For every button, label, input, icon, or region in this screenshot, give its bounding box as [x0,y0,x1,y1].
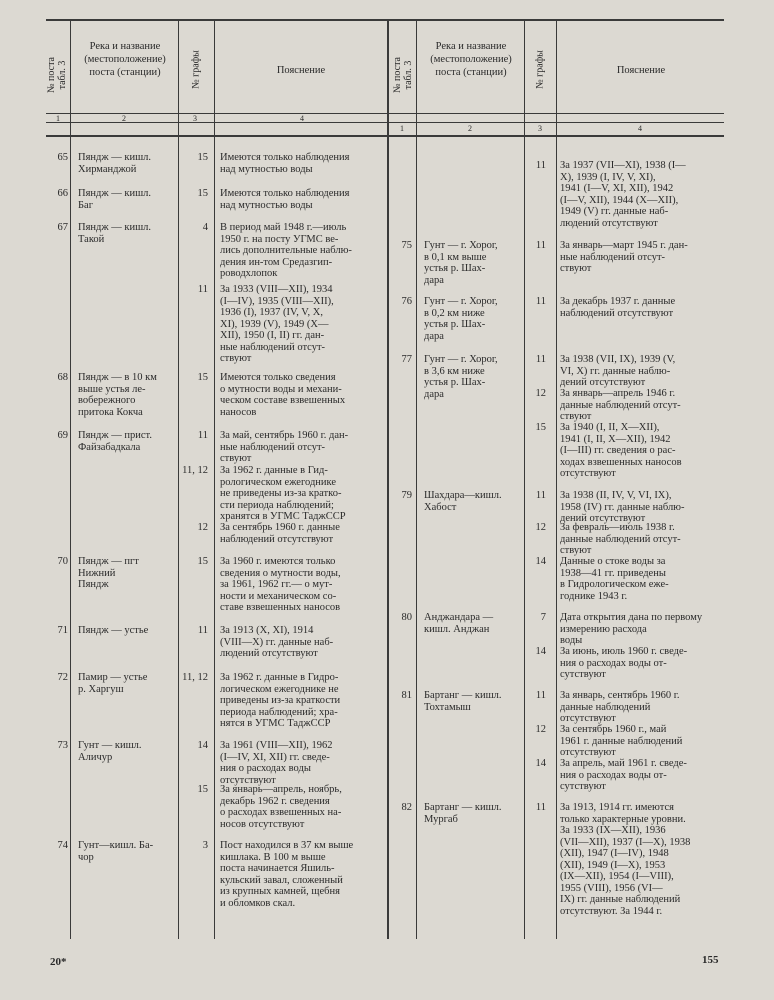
explanation-text: За 1933 (VIII—XII), 1934 (I—IV), 1935 (VIII—XII), 1936 (I), 1937 (IV, V, X, XI), 1939 (V), 1949 (X— XII), 1950 (I, II) гг. дан- ные наблюдений отсут- ствуют [220,284,334,364]
explanation-text: За 1937 (VII—XI), 1938 (I— X), 1939 (I, IV, V, XI), 1941 (I—V, XI, XII), 1942 (I—V, XII), 1944 (X—XII), 1949 (V) гг. данные наб- людений отсутствуют [560,160,686,229]
vrule-5 [416,21,417,939]
header-num: 2 [122,114,126,123]
header-num: 3 [193,114,197,123]
column-number: 7 [540,612,546,623]
explanation-text: Данные о стоке воды за 1938—41 гг. приведены в Гидрологическом еже- годнике 1943 г. [560,556,669,602]
post-number: 66 [57,188,68,199]
station-name: Пяндж — кишл. Такой [78,222,152,245]
post-number: 79 [401,490,412,501]
station-name: Бартанг — кишл. Мургаб [424,802,502,825]
header-num: 2 [468,124,472,133]
station-name: Пяндж — кишл. Баг [78,188,152,211]
column-number: 11 [535,240,546,251]
header-num: 4 [638,124,642,133]
vrule-mid [387,21,389,939]
explanation-text: За январь—апрель 1946 г. данные наблюдений отсут- ствуют [560,388,681,422]
header-num: 3 [538,124,542,133]
station-name: Бартанг — кишл. Тохтамыш [424,690,502,713]
explanation-text: За 1938 (II, IV, V, VI, IX), 1958 (IV) гг. данные наблю- дений отсутствуют [560,490,685,524]
column-number: 12 [535,388,546,399]
vrule-7 [556,21,557,939]
explanation-text: Имеются только наблюдения над мутностью воды [220,188,350,211]
column-number: 14 [197,740,208,751]
header-num-rule [46,122,724,123]
column-number: 11 [197,430,208,441]
explanation-text: Дата открытия дана по первому измерению расхода воды [560,612,703,646]
column-number: 11 [535,160,546,171]
column-number: 15 [197,152,208,163]
column-number: 12 [535,522,546,533]
header-num: 1 [400,124,404,133]
station-name: Памир — устье р. Харгуш [78,672,148,695]
explanation-text: За январь—март 1945 г. дан- ные наблюдений отсут- ствуют [560,240,688,274]
station-name: Шахдара—кишл. Хабост [424,490,502,513]
column-number: 11 [535,802,546,813]
header-rule [46,113,724,114]
column-number: 15 [197,372,208,383]
explanation-text: За декабрь 1937 г. данные наблюдений отсутствуют [560,296,676,319]
column-number: 11 [535,296,546,307]
column-number: 12 [535,724,546,735]
header-bottom-rule [46,135,724,137]
explanation-text: В период май 1948 г.—июль 1950 г. на посту УГМС ве- лись дополнительные наблю- дения ин-том Средазгип- роводхлопок [220,222,352,279]
post-number: 77 [401,354,412,365]
explanation-text: За 1961 (VIII—XII), 1962 (I—IV, XI, XII) гг. сведе- ния о расходах воды отсутствуют [220,740,333,786]
header-col1: № поста табл. 3 [46,57,68,94]
header-col4-right: Пояснение [616,65,666,76]
explanation-text: За 1960 г. имеются только сведения о мутности воды, за 1961, 1962 гг.— о мут- ности и механическом со- ставе взвешенных наносов [220,556,341,613]
post-number: 65 [57,152,68,163]
post-number: 69 [57,430,68,441]
column-number: 11, 12 [182,672,208,683]
column-number: 15 [197,188,208,199]
station-name: Гунт — г. Хорог, в 0,2 км ниже устья р. Шах- дара [424,296,498,342]
header-col2: Река и название (местоположение) поста (станции) [84,41,166,78]
explanation-text: За 1940 (I, II, X—XII), 1941 (I, II, X—XII), 1942 (I—III) гг. сведения о рас- ходах взвешенных наносов отсутствуют [560,422,682,479]
explanation-text: За 1938 (VII, IX), 1939 (V, VI, X) гг. данные наблю- дений отсутствуют [560,354,676,388]
explanation-text: За 1913, 1914 гг. имеются только характерные уровни. За 1933 (IX—XII), 1936 (VII—XII), 1937 (I—X), 1938 (XII), 1947 (I—IV), 1948 (XII), 1949 (I—X), 1953 (IX—XII), 1954 (I—VIII), 1955 (VIII), 1956 (VI— IX) гг. данные наблюдений отсутствуют. За 1944 г. [560,802,691,917]
vrule-6 [524,21,525,939]
header-col4: Пояснение [276,65,326,76]
vrule-2 [178,21,179,939]
column-number: 12 [197,522,208,533]
column-number: 11 [535,354,546,365]
explanation-text: За январь, сентябрь 1960 г. данные наблюдений отсутствуют [560,690,680,724]
header-col3-right: № графы [534,50,546,89]
station-name: Гунт — кишл. Аличур [78,740,142,763]
explanation-text: За сентябрь 1960 г. данные наблюдений отсутствуют [220,522,340,545]
station-name: Гунт — г. Хорог, в 0,1 км выше устья р. Шах- дара [424,240,498,286]
column-number: 4 [202,222,208,233]
column-number: 15 [535,422,546,433]
footer-left: 20* [50,956,67,968]
post-number: 80 [401,612,412,623]
post-number: 82 [401,802,412,813]
station-name: Анджандара — кишл. Анджан [424,612,494,635]
post-number: 74 [57,840,68,851]
column-number: 15 [197,784,208,795]
post-number: 75 [401,240,412,251]
explanation-text: За сентябрь 1960 г., май 1961 г. данные наблюдений отсутствуют [560,724,683,758]
explanation-text: За 1913 (X, XI), 1914 (VIII—X) гг. данные наб- людений отсутствуют [220,625,334,659]
explanation-text: За 1962 г. данные в Гид- рологическом ежегоднике не приведены из-за кратко- сти периода наблюдений; хранятся в УГМС ТаджССР [220,465,346,522]
vrule-1 [70,21,71,939]
vrule-3 [214,21,215,939]
station-name: Гунт — г. Хорог, в 3,6 км ниже устья р. Шах- дара [424,354,498,400]
explanation-text: За май, сентябрь 1960 г. дан- ные наблюдений отсут- ствуют [220,430,349,464]
page-number: 155 [702,954,719,966]
column-number: 11 [197,625,208,636]
explanation-text: За 1962 г. данные в Гидро- логическом ежегоднике не приведены из-за краткости периода наблюдений; хра- нятся в УГМС ТаджССР [220,672,341,729]
post-number: 81 [401,690,412,701]
column-number: 11 [535,690,546,701]
column-number: 11 [197,284,208,295]
post-number: 73 [57,740,68,751]
station-name: Пяндж — устье [78,625,149,636]
column-number: 3 [202,840,208,851]
station-name: Пяндж — пгт Нижний Пяндж [78,556,139,590]
column-number: 14 [535,758,546,769]
header-col2-right: Река и название (местоположение) поста (станции) [430,41,512,78]
header-num: 1 [56,114,60,123]
explanation-text: Имеются только наблюдения над мутностью воды [220,152,350,175]
explanation-text: За июнь, июль 1960 г. сведе- ния о расходах воды от- сутствуют [560,646,688,680]
column-number: 11, 12 [182,465,208,476]
post-number: 70 [57,556,68,567]
header-col1-right: № поста табл. 3 [392,57,414,94]
column-number: 11 [535,490,546,501]
header-num: 4 [300,114,304,123]
explanation-text: За апрель, май 1961 г. сведе- ния о расходах воды от- сутствуют [560,758,687,792]
explanation-text: Имеются только сведения о мутности воды и механи- ческом составе взвешенных наносов [220,372,346,418]
station-name: Гунт—кишл. Ба- чор [78,840,154,863]
header-col3: № графы [190,50,202,89]
explanation-text: За февраль—июль 1938 г. данные наблюдений отсут- ствуют [560,522,681,556]
post-number: 68 [57,372,68,383]
post-number: 72 [57,672,68,683]
post-number: 71 [57,625,68,636]
post-number: 67 [57,222,68,233]
station-name: Пяндж — прист. Файзабадкала [78,430,152,453]
explanation-text: За январь—апрель, ноябрь, декабрь 1962 г. сведения о расходах взвешенных на- носов отсутствуют [220,784,342,830]
column-number: 14 [535,646,546,657]
station-name: Пяндж — кишл. Хирманджой [78,152,152,175]
post-number: 76 [401,296,412,307]
top-rule [46,19,724,21]
column-number: 14 [535,556,546,567]
column-number: 15 [197,556,208,567]
station-name: Пяндж — в 10 км выше устья ле- вобережного притока Кокча [78,372,157,418]
explanation-text: Пост находился в 37 км выше кишлака. В 100 м выше поста начинается Яшиль- кульский завал, сложенный из крупных камней, щебня и обломков скал. [220,840,354,909]
